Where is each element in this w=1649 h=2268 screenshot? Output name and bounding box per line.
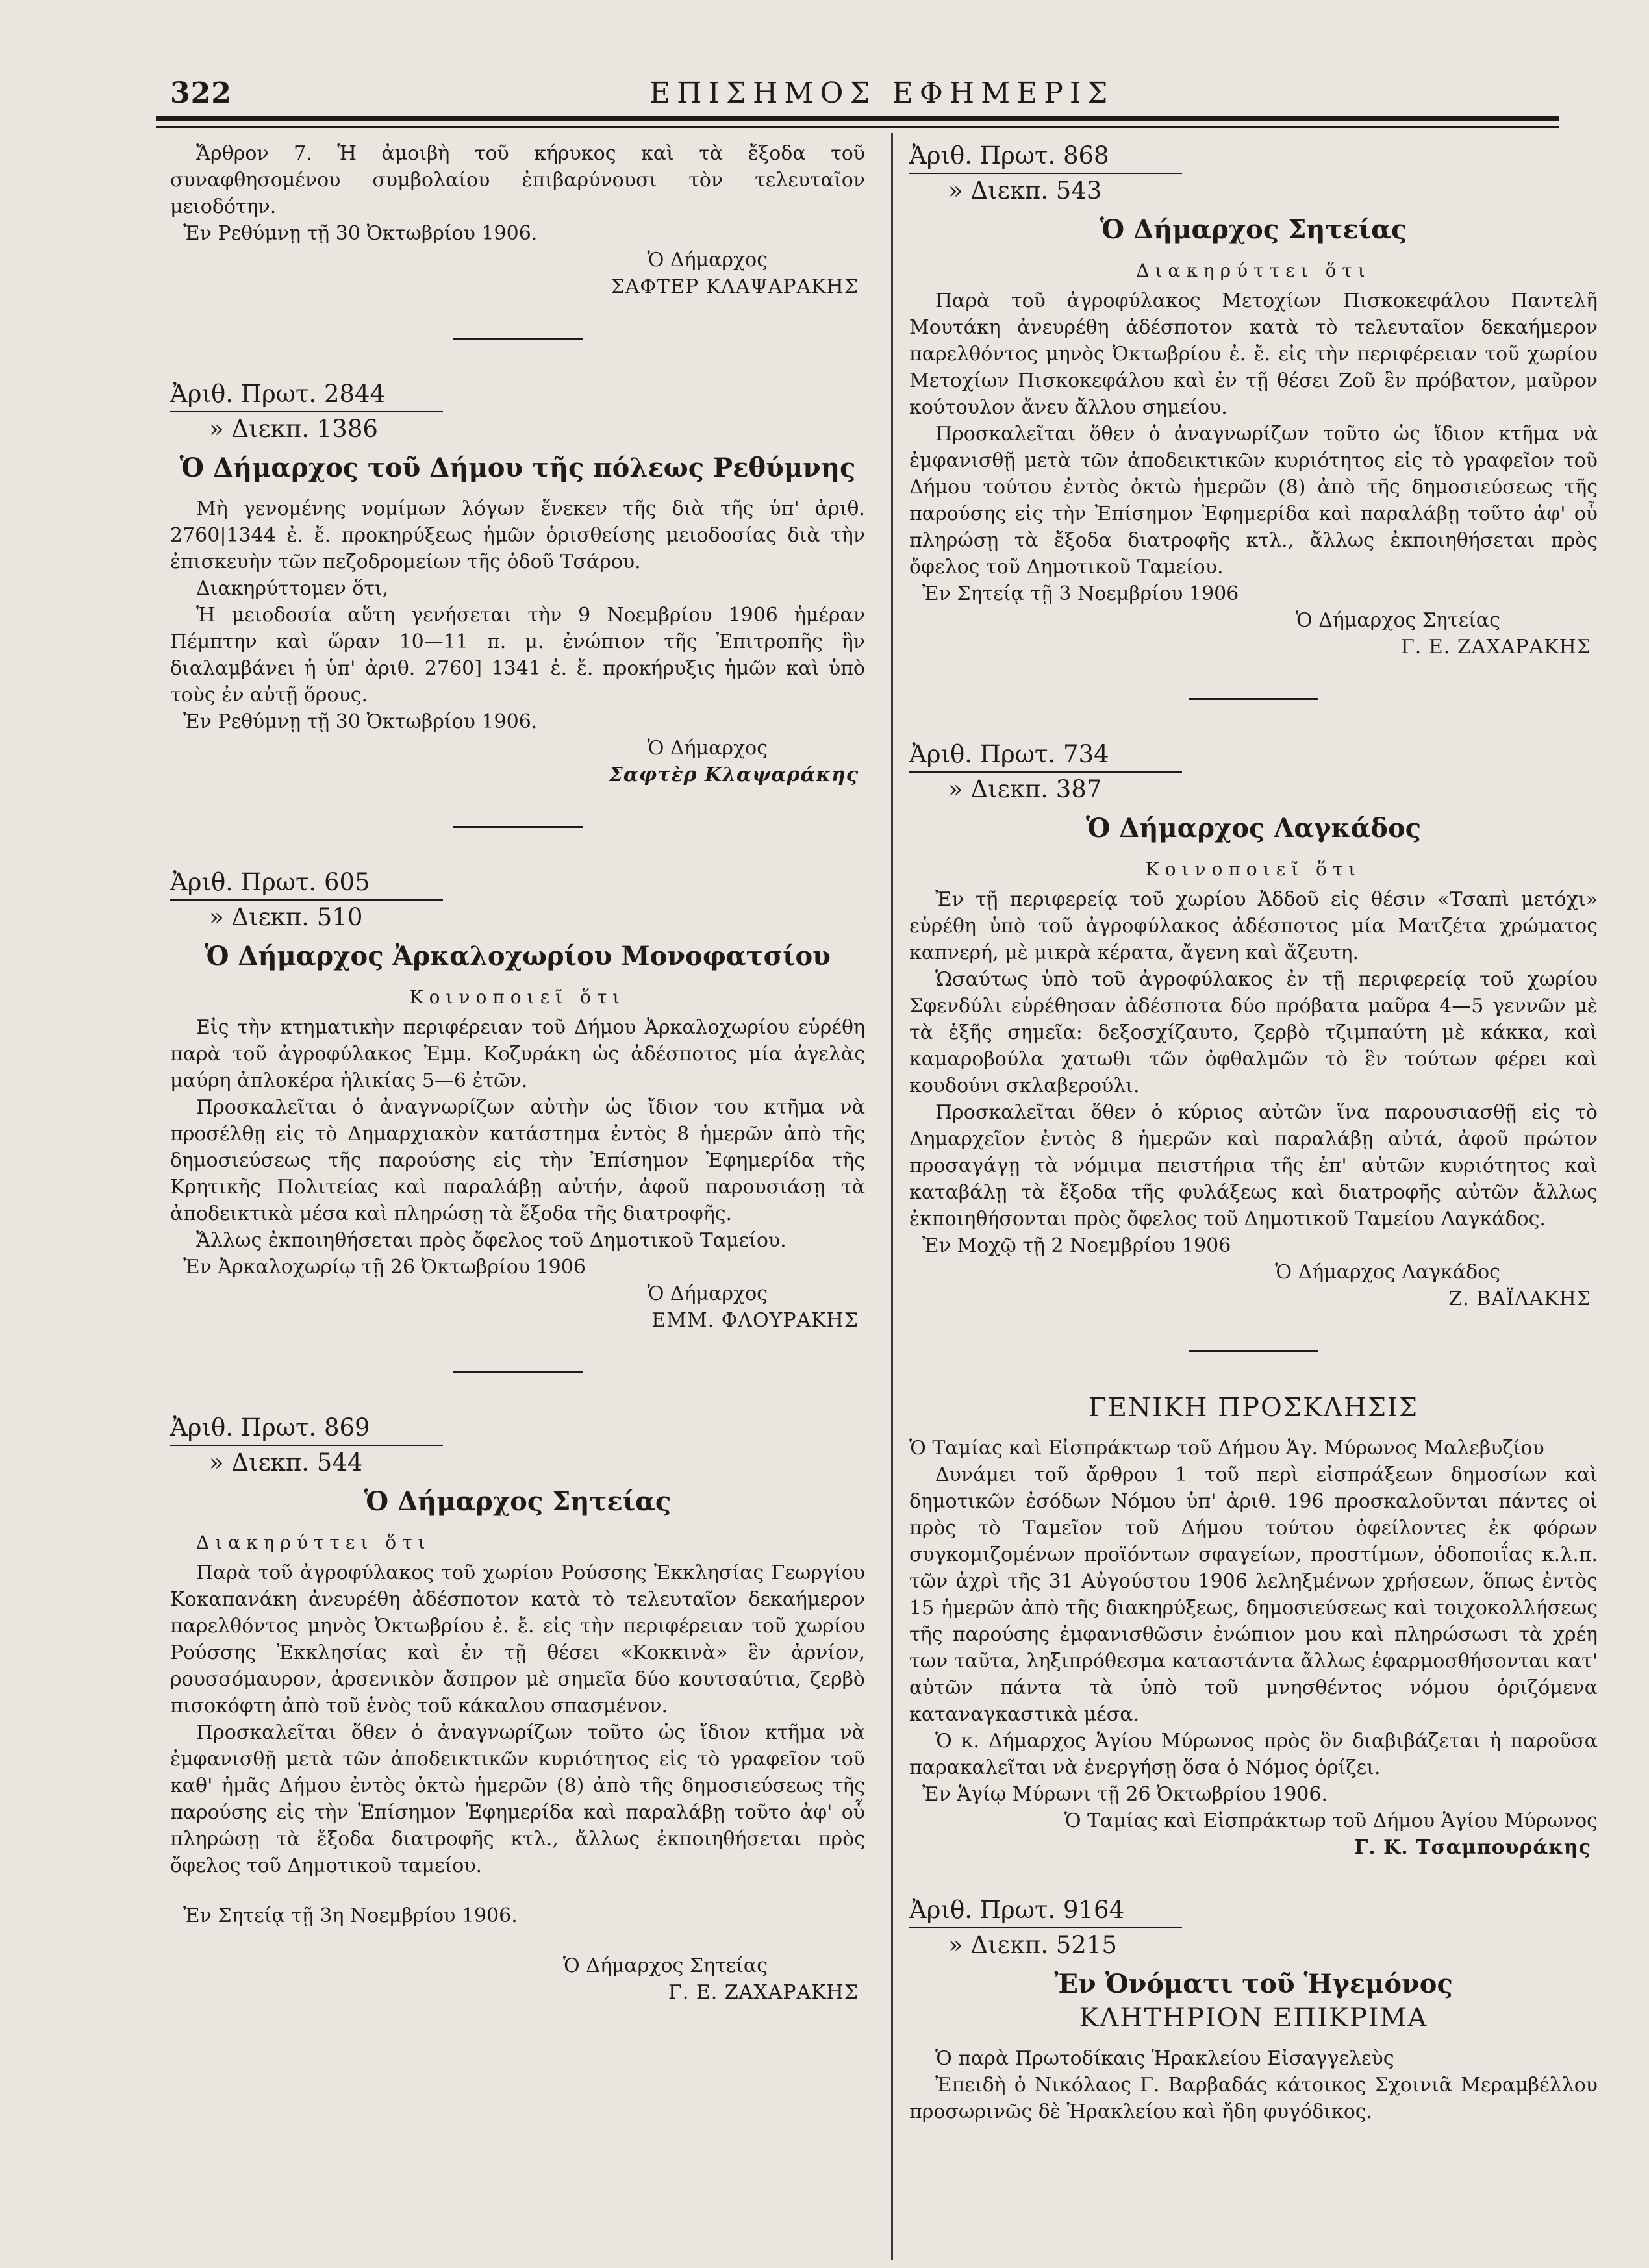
notice-paragraph: Ἐπειδὴ ὁ Νικόλαος Γ. Βαρβαδάς κάτοικος Σχοινιᾶ Μεραμβέλλου προσωρινῶς δὲ Ἡρακλείου καὶ ἤδη φυγόδικος.	[909, 2074, 1598, 2123]
reference-numbers	[909, 1895, 1598, 1961]
notice-paragraph: Εἰς τὴν κτηματικὴν περιφέρειαν τοῦ Δήμου Ἀρκαλοχωρίου εὑρέθη παρὰ τοῦ ἀγροφύλακος Ἐμμ. Κοζυράκη ὡς ἀδέσποτος μία ἀγελὰς μαύρη ἀπλοκέρα ἡλικίας 5—6 ἐτῶν.	[170, 1016, 865, 1092]
notice-rethymno-auction	[170, 379, 865, 788]
notice-arkalochori	[170, 867, 865, 1334]
notice-separator	[1189, 698, 1318, 700]
signatory-role: Ὁ Δήμαρχος	[647, 1282, 768, 1305]
signatory-name: Γ. Ε. ΖΑΧΑΡΑΚΗΣ	[668, 1981, 859, 2004]
notice-heading: Ὁ Δήμαρχος τοῦ Δήμου τῆς πόλεως Ρεθύμνης	[179, 453, 856, 483]
notice-summons-judgment	[909, 1895, 1598, 2125]
right-column	[909, 140, 1598, 2125]
notice-siteia-sheep	[909, 140, 1598, 660]
signatory-name: Γ. Κ. Τσαμπουράκης	[1353, 1836, 1591, 1859]
notice-separator	[453, 338, 583, 340]
notice-subheading: Ὁ Ταμίας καὶ Εἰσπράκτωρ τοῦ Δήμου Ἁγ. Μύρωνος Μαλεβυζίου	[909, 1437, 1544, 1460]
reference-rule	[909, 173, 1182, 174]
protocol-number: Ἀριθ. Πρωτ. 869	[170, 1414, 370, 1441]
reference-rule	[170, 411, 443, 412]
dispatch-number: » Διεκπ. 544	[209, 1449, 363, 1477]
notice-separator	[453, 1371, 583, 1373]
column-divider	[891, 133, 893, 2260]
notice-paragraph: Παρὰ τοῦ ἀγροφύλακος τοῦ χωρίου Ρούσσης Ἐκκλησίας Γεωργίου Κοκαπανάκη ἀνευρέθη ἀδέσποτον κατὰ τὸ τελευταῖον δεκαήμερον παρελθόντος μηνὸς Ὀκτωβρίου ἐ. ἔ. εἰς τὴν περιφέρειαν τοῦ χωρίου Ρούσσης Ἐκκλησίας καὶ ἐν τῇ θέσει «Κοκκινὰ» ἓν ἀρνίον, ρουσσόμαυρον, ἀρσενικὸν ἄσπρον μὲ σημεῖα δύο κουτσαύτια, ζερβὸ πισοκόφτη ἀπὸ τοῦ ἑνὸς τοῦ κάκαλου σπασμένον.	[170, 1562, 865, 1717]
reference-rule	[909, 1927, 1182, 1928]
notice-paragraph: Ὡσαύτως ὑπὸ τοῦ ἀγροφύλακος ἐν τῇ περιφερείᾳ τοῦ χωρίου Σφενδύλι εὑρέθησαν ἀδέσποτα δύο πρόβατα μαῦρα 4—5 γεννῶν μὲ τὰ ἑξῆς σημεῖα: δεξοσχίζαυτο, ζερβὸ τζιμπαύτη μὲ κάκκα, καὶ καμαροβούλα χατωθι τῶν ὀφθαλμῶν τὸ ἓν τούτων φέρει καὶ κουδούνι σκλαβερούλι.	[909, 968, 1598, 1097]
notice-announcement: Κοινοποιεῖ ὅτι	[409, 986, 626, 1008]
notice-heading: Ἐν Ὀνόματι τοῦ Ἡγεμόνος	[1054, 1969, 1453, 1999]
dateline: Ἐν Μοχῷ τῇ 2 Νοεμβρίου 1906	[922, 1234, 1231, 1257]
left-column	[170, 140, 865, 2006]
notice-announcement: Κοινοποιεῖ ὅτι	[1145, 858, 1362, 880]
notice-heading: ΓΕΝΙΚΗ ΠΡΟΣΚΛΗΣΙΣ	[1088, 1393, 1419, 1423]
dispatch-number: » Διεκπ. 1386	[209, 415, 378, 443]
reference-rule	[170, 899, 443, 901]
reference-rule	[909, 771, 1182, 773]
dateline: Ἐν Ἁγίῳ Μύρωνι τῇ 26 Ὀκτωβρίου 1906.	[922, 1783, 1328, 1806]
signatory-name: ΣΑΦΤΕΡ ΚΛΑΨΑΡΑΚΗΣ	[611, 275, 859, 298]
notice-paragraph: Προσκαλεῖται ὁ ἀναγνωρίζων αὐτὴν ὡς ἴδιον του κτῆμα νὰ προσέλθῃ εἰς τὸ Δημαρχιακὸν κατάστημα ἐντὸς 8 ἡμερῶν ἀπὸ τῆς δημοσιεύσεως τῆς παρούσης εἰς τὴν Ἐπίσημον Ἐφημερίδα τῆς Κρητικῆς Πολιτείας καὶ παραλάβῃ αὐτήν, ἀφοῦ παρουσιάσῃ τὰ ἀποδεικτικὰ μέσα καὶ πληρώσῃ τὰ ἔξοδα τῆς διατροφῆς.	[170, 1096, 865, 1225]
notice-paragraph: Παρὰ τοῦ ἀγροφύλακος Μετοχίων Πισκοκεφάλου Παντελῆ Μουτάκη ἀνευρέθη ἀδέσποτον κατὰ τὸ τελευταῖον δεκαήμερον παρελθόντος μηνὸς Ὀκτωβρίου ἐ. ἔ. εἰς τὴν περιφέρειαν τοῦ χωρίου Μετοχίων Πισκοκεφάλου καὶ ἐν τῇ θέσει Ζοῦ ἓν πρόβατον, μαῦρον κούτουλον ἄνευ ἄλλου σημείου.	[909, 290, 1598, 419]
dateline: Ἐν Ρεθύμνῃ τῇ 30 Ὀκτωβρίου 1906.	[183, 710, 538, 733]
notice-lagkados	[909, 739, 1598, 1312]
article-text: Ἄρθρον 7. Ἡ ἀμοιβὴ τοῦ κήρυκος καὶ τὰ ἔξοδα τοῦ συναφθησομένου συμβολαίου ἐπιβαρύνουσι τὸν τελευταῖον μειοδότην.	[170, 142, 865, 218]
page-number: 322	[170, 77, 232, 110]
dateline: Ἐν Σητείᾳ τῇ 3η Νοεμβρίου 1906.	[183, 1904, 518, 1927]
signatory-role: Ὁ Δήμαρχος	[647, 737, 768, 760]
notice-separator	[1189, 1350, 1318, 1352]
notice-paragraph: Ἡ μειοδοσία αὕτη γενήσεται τὴν 9 Νοεμβρίου 1906 ἡμέραν Πέμπτην καὶ ὥραν 10—11 π. μ. ἐνώπιον τῆς Ἐπιτροπῆς ἣν διαλαμβάνει ἡ ὑπ' ἀριθ. 2760] 1341 ἐ. ἔ. προκήρυξις ἡμῶν καὶ ὑπὸ τοὺς ἐν αὐτῇ ὅρους.	[170, 604, 865, 706]
notice-siteia-lamb	[170, 1412, 865, 2006]
notice-paragraph: Μὴ γενομένης νομίμων λόγων ἕνεκεν τῆς διὰ τῆς ὑπ' ἀριθ. 2760|1344 ἐ. ἔ. προκηρύξεως ἡμῶν ὁρισθείσης μειοδοσίας διὰ τὴν ἐπισκευὴν τῶν πεζοδρομείων τῆς ὁδοῦ Τσάρου.	[170, 497, 865, 573]
reference-rule	[170, 1445, 443, 1446]
notice-paragraph: Προσκαλεῖται ὅθεν ὁ ἀναγνωρίζων τοῦτο ὡς ἴδιον κτῆμα νὰ ἐμφανισθῇ μετὰ τῶν ἀποδεικτικῶν κυριότητος εἰς τὸ γραφεῖον τοῦ καθ' ἡμᾶς Δήμου ἐντὸς ὀκτὼ ἡμερῶν (8) ἀπὸ τῆς δημοσιεύσεως τῆς παρούσης εἰς τὴν Ἐπίσημον Ἐφημερίδα καὶ παραλάβῃ τοῦτο ἀφ' οὗ πληρώσῃ τὰ ἔξοδα διατροφῆς κτλ., ἄλλως ἐκποιηθήσεται πρὸς ὄφελος τοῦ Δημοτικοῦ ταμείου.	[170, 1721, 865, 1877]
dateline: Ἐν Ἀρκαλοχωρίῳ τῇ 26 Ὀκτωβρίου 1906	[183, 1256, 586, 1278]
protocol-number: Ἀριθ. Πρωτ. 9164	[909, 1896, 1125, 1924]
signatory-role: Ὁ Δήμαρχος Σητείας	[562, 1954, 768, 1977]
signatory-name: Γ. Ε. ΖΑΧΑΡΑΚΗΣ	[1400, 636, 1591, 658]
notice-heading: Ὁ Δήμαρχος Λαγκάδος	[1085, 813, 1422, 843]
signatory-name: ΕΜΜ. ΦΛΟΥΡΑΚΗΣ	[651, 1309, 859, 1332]
notice-announcement: Διακηρύττει ὅτι	[196, 1532, 431, 1553]
dateline: Ἐν Σητείᾳ τῇ 3 Νοεμβρίου 1906	[922, 582, 1239, 605]
dateline: Ἐν Ρεθύμνῃ τῇ 30 Ὀκτωβρίου 1906.	[183, 222, 538, 245]
reference-numbers	[170, 1412, 865, 1478]
gazette-title: ΕΠΙΣΗΜΟΣ ΕΦΗΜΕΡΙΣ	[649, 77, 1114, 110]
header-rule-thin	[156, 126, 1559, 128]
signatory-role: Ὁ Δήμαρχος Σητείας	[1295, 609, 1500, 632]
reference-numbers	[909, 739, 1598, 805]
signatory-role: Ὁ Δήμαρχος	[647, 249, 768, 271]
reference-numbers	[170, 867, 865, 933]
notice-paragraph: Δυνάμει τοῦ ἄρθρου 1 τοῦ περὶ εἰσπράξεων δημοσίων καὶ δημοτικῶν ἐσόδων Νόμου ὑπ' ἀριθ. 196 προσκαλοῦνται πάντες οἱ πρὸς τὸ Ταμεῖον τοῦ Δήμου τούτου ὀφείλοντες ἐκ φόρων συγκομιζομένων προϊόντων σφαγείων, προστίμων, ὁδοποιΐας κ.λ.π. τῶν ἀχρὶ τῆς 31 Αὐγούστου 1906 λεληξμένων χρήσεων, ὅπως ἐντὸς 15 ἡμερῶν ἀπὸ τῆς διακηρύξεως, δημοσιεύσεως καὶ τοιχοκολλήσεως τῆς παρούσης ἐμφανισθῶσιν ἐνώπιον μου καὶ πληρώσωσι τὰ χρέη των ταῦτα, ληξιπρόθεσμα καταστάντα ἄλλως ἐφαρμοσθήσονται κατ' αὐτῶν πάντα τὰ ὑπὸ τοῦ μνησθέντος νόμου ὁριζόμενα καταναγκαστικὰ μέσα.	[909, 1464, 1598, 1726]
notice-paragraph: Προσκαλεῖται ὅθεν ὁ ἀναγνωρίζων τοῦτο ὡς ἴδιον κτῆμα νὰ ἐμφανισθῇ μετὰ τῶν ἀποδεικτικῶν κυριότητος εἰς τὸ γραφεῖον τοῦ Δήμου τούτου ἐντὸς ὀκτὼ ἡμερῶν (8) ἀπὸ τῆς δημοσιεύσεως τῆς παρούσης εἰς τὴν Ἐπίσημον Ἐφημερίδα καὶ παραλάβῃ τοῦτο ἀφ' οὗ πληρώσῃ τὰ ἔξοδα διατροφῆς κτλ., ἄλλως ἐκποιηθήσεται πρὸς ὄφελος τοῦ Δημοτικοῦ Ταμείου.	[909, 423, 1598, 579]
dispatch-number: » Διεκπ. 5215	[948, 1931, 1117, 1959]
notice-paragraph: Προσκαλεῖται ὅθεν ὁ κύριος αὐτῶν ἵνα παρουσιασθῇ εἰς τὸ Δημαρχεῖον ἐντὸς 8 ἡμερῶν καὶ παραλάβῃ αὐτά, ἀφοῦ πρώτον προσαγάγῃ τὰ νόμιμα πειστήρια τῆς ἐπ' αὐτῶν κυριότητος καὶ καταβάλῃ τὰ ἔξοδα τῆς φυλάξεως καὶ διατροφῆς αὐτῶν ἄλλως ἐκποιηθήσονται πρὸς ὄφελος τοῦ Δημοτικοῦ Ταμείου Λαγκάδος.	[909, 1101, 1598, 1230]
notice-paragraph: Διακηρύττομεν ὅτι,	[196, 577, 389, 600]
notice-paragraph: Ἐν τῇ περιφερείᾳ τοῦ χωρίου Ἀδδοῦ εἰς θέσιν «Τσαπὶ μετόχι» εὑρέθη ὑπὸ τοῦ ἀγροφύλακος ἀδέσποτος μία Ματζέτα χρώματος καπνερή, μὲ μικρὰ κέρατα, ἄγενη καὶ ἄζευτη.	[909, 888, 1598, 964]
notice-heading: Ὁ Δήμαρχος Σητείας	[1100, 214, 1407, 245]
header-rule	[156, 116, 1559, 121]
dispatch-number: » Διεκπ. 387	[948, 775, 1102, 803]
notice-heading: Ὁ Δήμαρχος Ἀρκαλοχωρίου Μονοφατσίου	[205, 941, 831, 971]
protocol-number: Ἀριθ. Πρωτ. 868	[909, 142, 1109, 169]
reference-numbers	[170, 379, 865, 445]
notice-title: ΚΛΗΤΗΡΙΟΝ ΕΠΙΚΡΙΜΑ	[1079, 2003, 1428, 2033]
protocol-number: Ἀριθ. Πρωτ. 734	[909, 740, 1109, 768]
signatory-role: Ὁ Ταμίας καὶ Εἰσπράκτωρ τοῦ Δήμου Ἁγίου Μύρωνος	[1064, 1810, 1598, 1832]
protocol-number: Ἀριθ. Πρωτ. 2844	[170, 380, 386, 408]
notice-paragraph: Ὁ παρὰ Πρωτοδίκαις Ἡρακλείου Εἰσαγγελεὺς	[935, 2047, 1394, 2070]
dispatch-number: » Διεκπ. 543	[948, 177, 1102, 205]
dispatch-number: » Διεκπ. 510	[209, 903, 363, 931]
notice-paragraph: Ὁ κ. Δήμαρχος Ἁγίου Μύρωνος πρὸς ὃν διαβιβάζεται ἡ παροῦσα παρακαλεῖται νὰ ἐνεργήσῃ ὅσα ὁ Νόμος ὁρίζει.	[909, 1730, 1598, 1779]
notice-announcement: Διακηρύττει ὅτι	[1136, 260, 1371, 281]
signatory-name: Ζ. ΒΑΪΛΑΚΗΣ	[1448, 1288, 1591, 1310]
notice-paragraph: Ἄλλως ἐκποιηθήσεται πρὸς ὄφελος τοῦ Δημοτικοῦ Ταμείου.	[196, 1229, 787, 1252]
notice-general-summons	[909, 1391, 1598, 1861]
signatory-name: Σαφτὲρ Κλαψαράκης	[609, 764, 859, 786]
notice-rethymno-article7	[170, 140, 865, 300]
reference-numbers	[909, 140, 1598, 206]
protocol-number: Ἀριθ. Πρωτ. 605	[170, 868, 370, 896]
notice-separator	[453, 826, 583, 828]
signatory-role: Ὁ Δήμαρχος Λαγκάδος	[1275, 1261, 1500, 1284]
notice-heading: Ὁ Δήμαρχος Σητείας	[364, 1486, 672, 1517]
